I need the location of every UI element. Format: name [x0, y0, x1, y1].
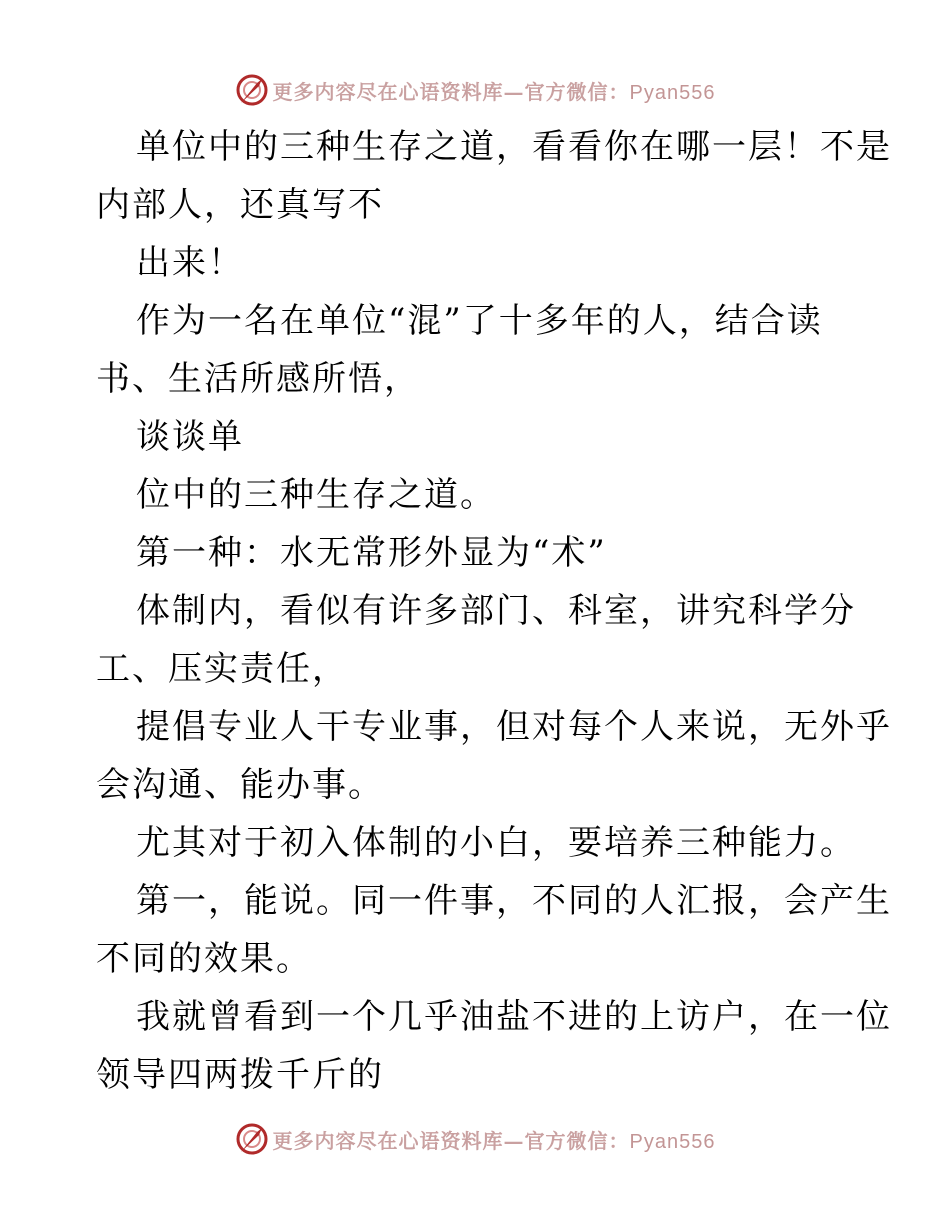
- paragraph-line: 工、压实责任，: [96, 649, 348, 689]
- quill-logo-icon: [235, 73, 269, 107]
- paragraph-line: 位中的三种生存之道。: [136, 475, 496, 515]
- paragraph-line: 出来！: [136, 243, 244, 283]
- footer-banner-text: [273, 1125, 716, 1154]
- paragraph-line: 第一，能说。同一件事，不同的人汇报，会产生: [136, 881, 892, 921]
- paragraph-line: 内部人，还真写不: [96, 185, 384, 225]
- header-banner-text: [273, 76, 716, 105]
- header-wechat-id: Pyan556: [629, 81, 716, 104]
- paragraph-line: 书、生活所感所悟，: [96, 359, 420, 399]
- footer-dash: —: [503, 1128, 525, 1153]
- paragraph-line: 尤其对于初入体制的小白，要培养三种能力。: [136, 823, 856, 863]
- paragraph-line: 谈谈单: [136, 417, 244, 457]
- paragraph-line: 不同的效果。: [96, 939, 312, 979]
- footer-wechat-id: Pyan556: [629, 1130, 716, 1153]
- paragraph-line: 领导四两拨千斤的: [96, 1055, 384, 1095]
- paragraph-line: 我就曾看到一个几乎油盐不进的上访户，在一位: [136, 997, 892, 1037]
- paragraph-line: 提倡专业人干专业事，但对每个人来说，无外乎: [136, 707, 892, 747]
- quill-logo-icon: [235, 1122, 269, 1156]
- footer-wechat-label: 官方微信：: [524, 1128, 630, 1153]
- paragraph-line: 体制内，看似有许多部门、科室，讲究科学分: [136, 591, 856, 631]
- header-wechat-label: 官方微信：: [524, 79, 630, 104]
- paragraph-line: 会沟通、能办事。: [96, 765, 384, 805]
- paragraph-line: 单位中的三种生存之道，看看你在哪一层！不是: [136, 127, 892, 167]
- document-body: [96, 118, 892, 1104]
- footer-brand-text: 更多内容尽在心语资料库: [272, 1128, 504, 1153]
- paragraph-line: 作为一名在单位“混”了十多年的人，结合读: [136, 301, 823, 341]
- header-brand-text: 更多内容尽在心语资料库: [272, 79, 504, 104]
- header-dash: —: [503, 79, 525, 104]
- header-banner: [0, 68, 950, 112]
- section-heading: 第一种：水无常形外显为“术”: [136, 533, 607, 573]
- footer-banner: [0, 1117, 950, 1161]
